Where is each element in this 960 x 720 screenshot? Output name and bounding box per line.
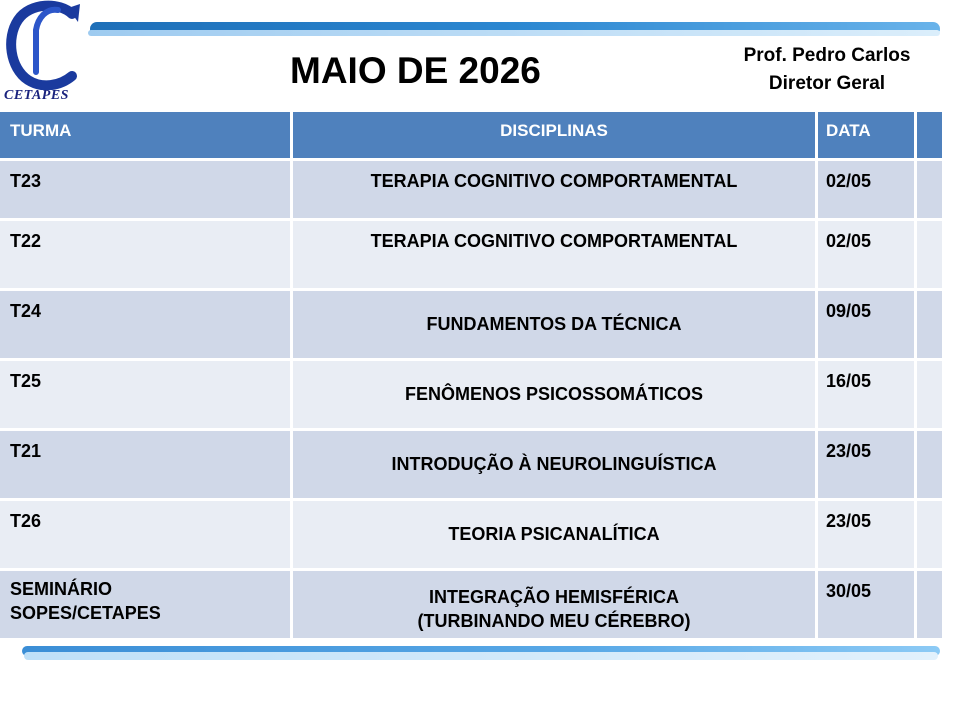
cell-extra xyxy=(917,291,942,358)
column-header-turma: TURMA xyxy=(0,112,293,158)
cell-data: 30/05 xyxy=(818,571,917,638)
table-row xyxy=(0,291,942,361)
logo-c-icon xyxy=(2,0,86,90)
cell-data: 02/05 xyxy=(818,161,917,218)
bottom-decorative-bar-highlight xyxy=(24,652,938,660)
director-block xyxy=(720,42,934,98)
cell-disciplina: TERAPIA COGNITIVO COMPORTAMENTAL xyxy=(293,221,818,288)
table-row xyxy=(0,221,942,291)
cell-extra xyxy=(917,161,942,218)
table-row xyxy=(0,571,942,641)
cell-turma: T26 xyxy=(0,501,293,568)
cell-turma: T22 xyxy=(0,221,293,288)
cell-disciplina-line1: INTEGRAÇÃO HEMISFÉRICA xyxy=(428,587,679,607)
cell-turma: T23 xyxy=(0,161,293,218)
cell-disciplina: TERAPIA COGNITIVO COMPORTAMENTAL xyxy=(293,161,818,218)
cell-disciplina: FENÔMENOS PSICOSSOMÁTICOS xyxy=(293,361,818,428)
column-header-extra xyxy=(917,112,942,158)
cell-extra xyxy=(917,571,942,638)
cell-turma: T24 xyxy=(0,291,293,358)
logo-text: CETAPES xyxy=(4,88,69,103)
cell-turma-line2: SOPES/CETAPES xyxy=(10,603,161,623)
top-decorative-bar-highlight xyxy=(88,30,940,36)
table-row xyxy=(0,161,942,221)
table-row xyxy=(0,501,942,571)
page-title: MAIO DE 2026 xyxy=(290,50,541,91)
cell-disciplina: FUNDAMENTOS DA TÉCNICA xyxy=(293,291,818,358)
cell-data: 02/05 xyxy=(818,221,917,288)
column-header-disciplinas: DISCIPLINAS xyxy=(293,112,818,158)
cell-data: 09/05 xyxy=(818,291,917,358)
cell-data: 23/05 xyxy=(818,501,917,568)
cell-turma-line1: SEMINÁRIO xyxy=(10,579,113,599)
cell-disciplina: INTRODUÇÃO À NEUROLINGUÍSTICA xyxy=(293,431,818,498)
cell-turma xyxy=(0,571,293,638)
cell-turma: T21 xyxy=(0,431,293,498)
table-row xyxy=(0,431,942,501)
cell-disciplina: TEORIA PSICANALÍTICA xyxy=(293,501,818,568)
cell-extra xyxy=(917,501,942,568)
cell-data: 16/05 xyxy=(818,361,917,428)
table-header-row xyxy=(0,112,942,161)
table-row xyxy=(0,361,942,431)
cell-extra xyxy=(917,361,942,428)
director-name: Prof. Pedro Carlos xyxy=(743,45,911,66)
cell-extra xyxy=(917,221,942,288)
schedule-table xyxy=(0,112,942,641)
column-header-data: DATA xyxy=(818,112,917,158)
cell-extra xyxy=(917,431,942,498)
cell-disciplina xyxy=(293,571,818,638)
director-role: Diretor Geral xyxy=(768,73,886,94)
cell-disciplina-line2: (TURBINANDO MEU CÉREBRO) xyxy=(417,611,691,631)
cell-data: 23/05 xyxy=(818,431,917,498)
cell-turma: T25 xyxy=(0,361,293,428)
